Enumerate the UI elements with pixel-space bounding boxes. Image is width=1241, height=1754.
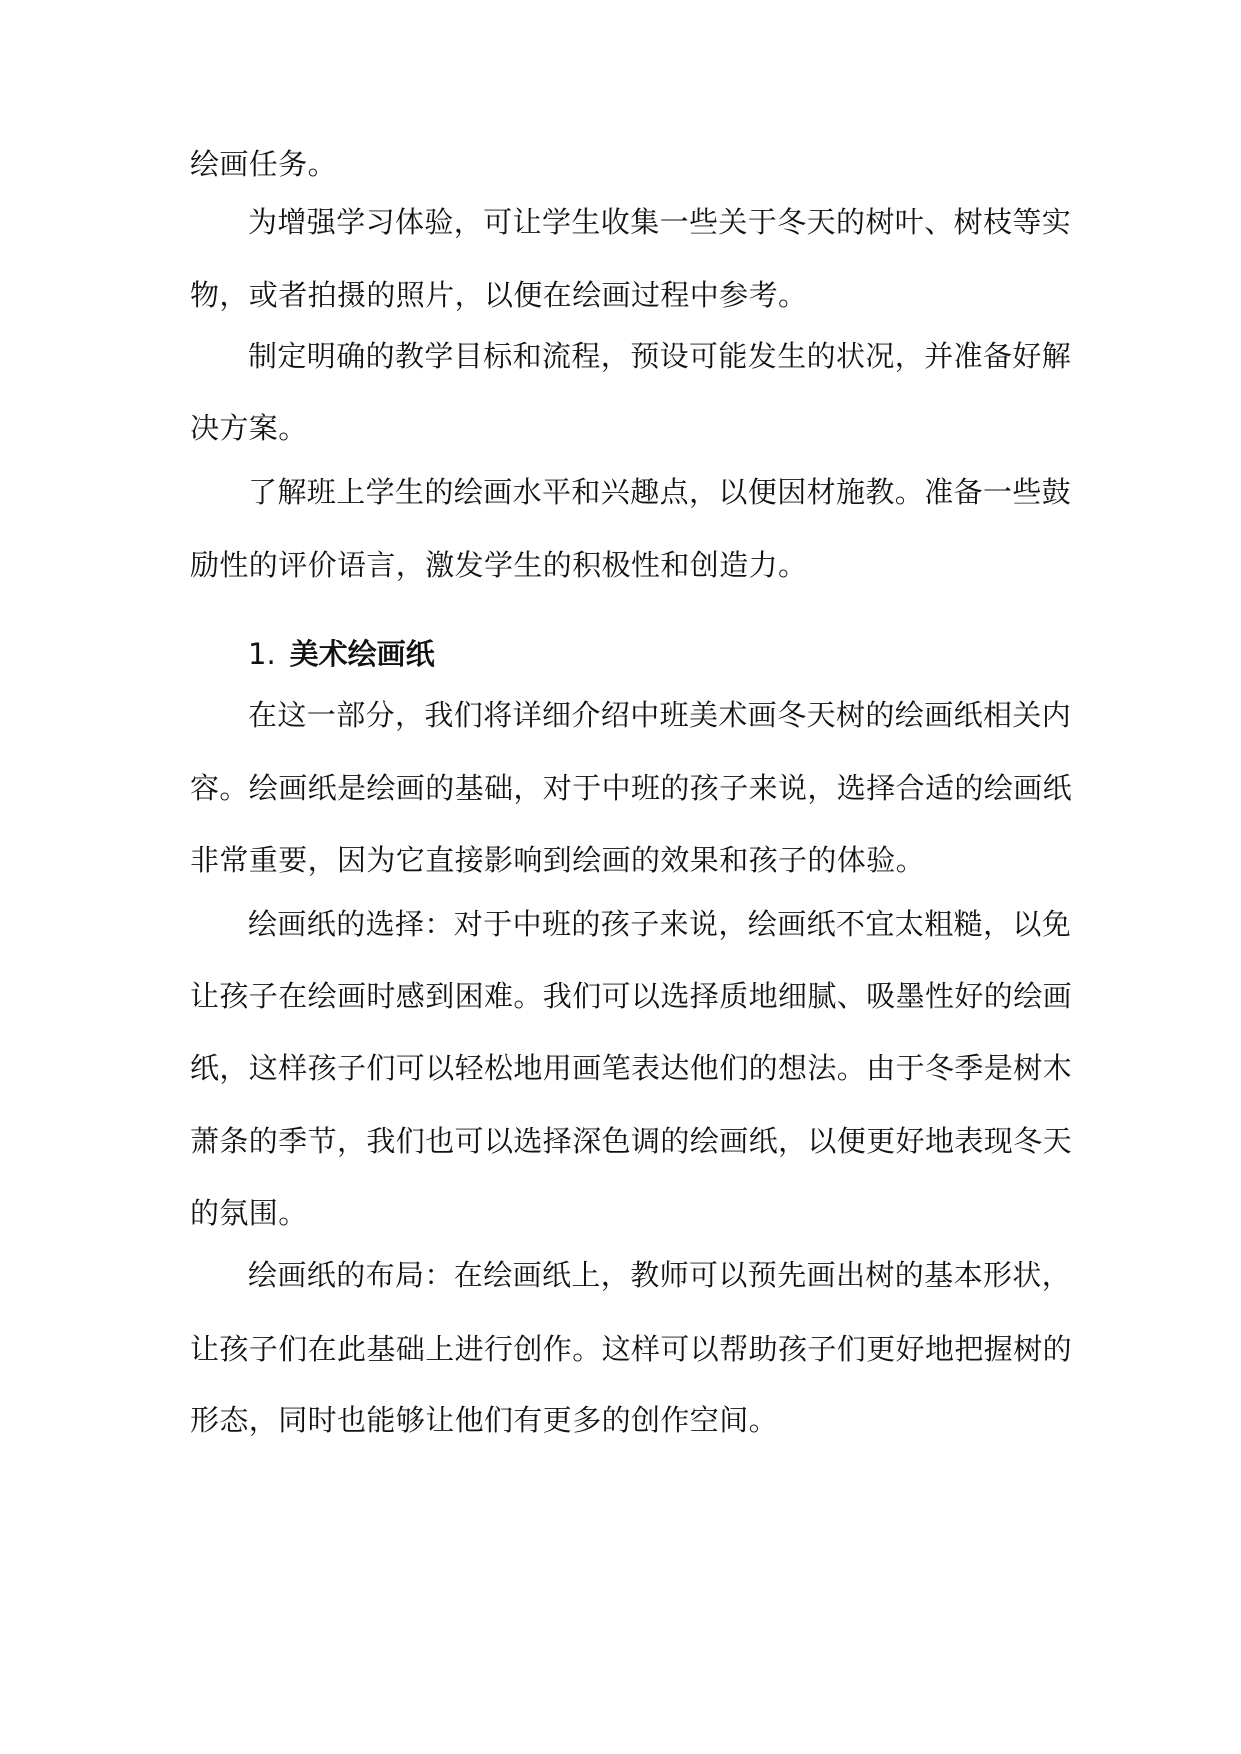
paragraph-line: 让孩子在绘画时感到困难。我们可以选择质地细腻、吸墨性好的绘画: [190, 979, 1073, 1013]
paragraph-line: 绘画纸的选择：对于中班的孩子来说，绘画纸不宜太粗糙，以免: [248, 907, 1072, 941]
paragraph-line: 非常重要，因为它直接影响到绘画的效果和孩子的体验。: [190, 843, 926, 877]
paragraph-line: 的氛围。: [190, 1196, 308, 1230]
paragraph-line: 萧条的季节，我们也可以选择深色调的绘画纸，以便更好地表现冬天: [190, 1124, 1073, 1158]
paragraph-line: 纸，这样孩子们可以轻松地用画笔表达他们的想法。由于冬季是树木: [190, 1051, 1073, 1085]
paragraph-line: 在这一部分，我们将详细介绍中班美术画冬天树的绘画纸相关内: [248, 698, 1072, 732]
paragraph-line: 绘画任务。: [190, 147, 338, 181]
paragraph-line: 形态，同时也能够让他们有更多的创作空间。: [190, 1403, 779, 1437]
paragraph-line: 为增强学习体验，可让学生收集一些关于冬天的树叶、树枝等实: [248, 205, 1072, 239]
paragraph-line: 励性的评价语言，激发学生的积极性和创造力。: [190, 548, 808, 582]
paragraph-line: 容。绘画纸是绘画的基础，对于中班的孩子来说，选择合适的绘画纸: [190, 771, 1073, 805]
section-heading: [248, 636, 435, 672]
paragraph-line: 了解班上学生的绘画水平和兴趣点，以便因材施教。准备一些鼓: [248, 475, 1072, 509]
section-number: 1.: [248, 637, 276, 671]
section-title: 美术绘画纸: [289, 637, 435, 671]
paragraph-line: 决方案。: [190, 411, 308, 445]
paragraph-line: 制定明确的教学目标和流程，预设可能发生的状况，并准备好解: [248, 339, 1072, 373]
paragraph-line: 物，或者拍摄的照片，以便在绘画过程中参考。: [190, 278, 808, 312]
paragraph-line: 绘画纸的布局：在绘画纸上，教师可以预先画出树的基本形状，: [248, 1258, 1072, 1292]
paragraph-line: 让孩子们在此基础上进行创作。这样可以帮助孩子们更好地把握树的: [190, 1332, 1073, 1366]
